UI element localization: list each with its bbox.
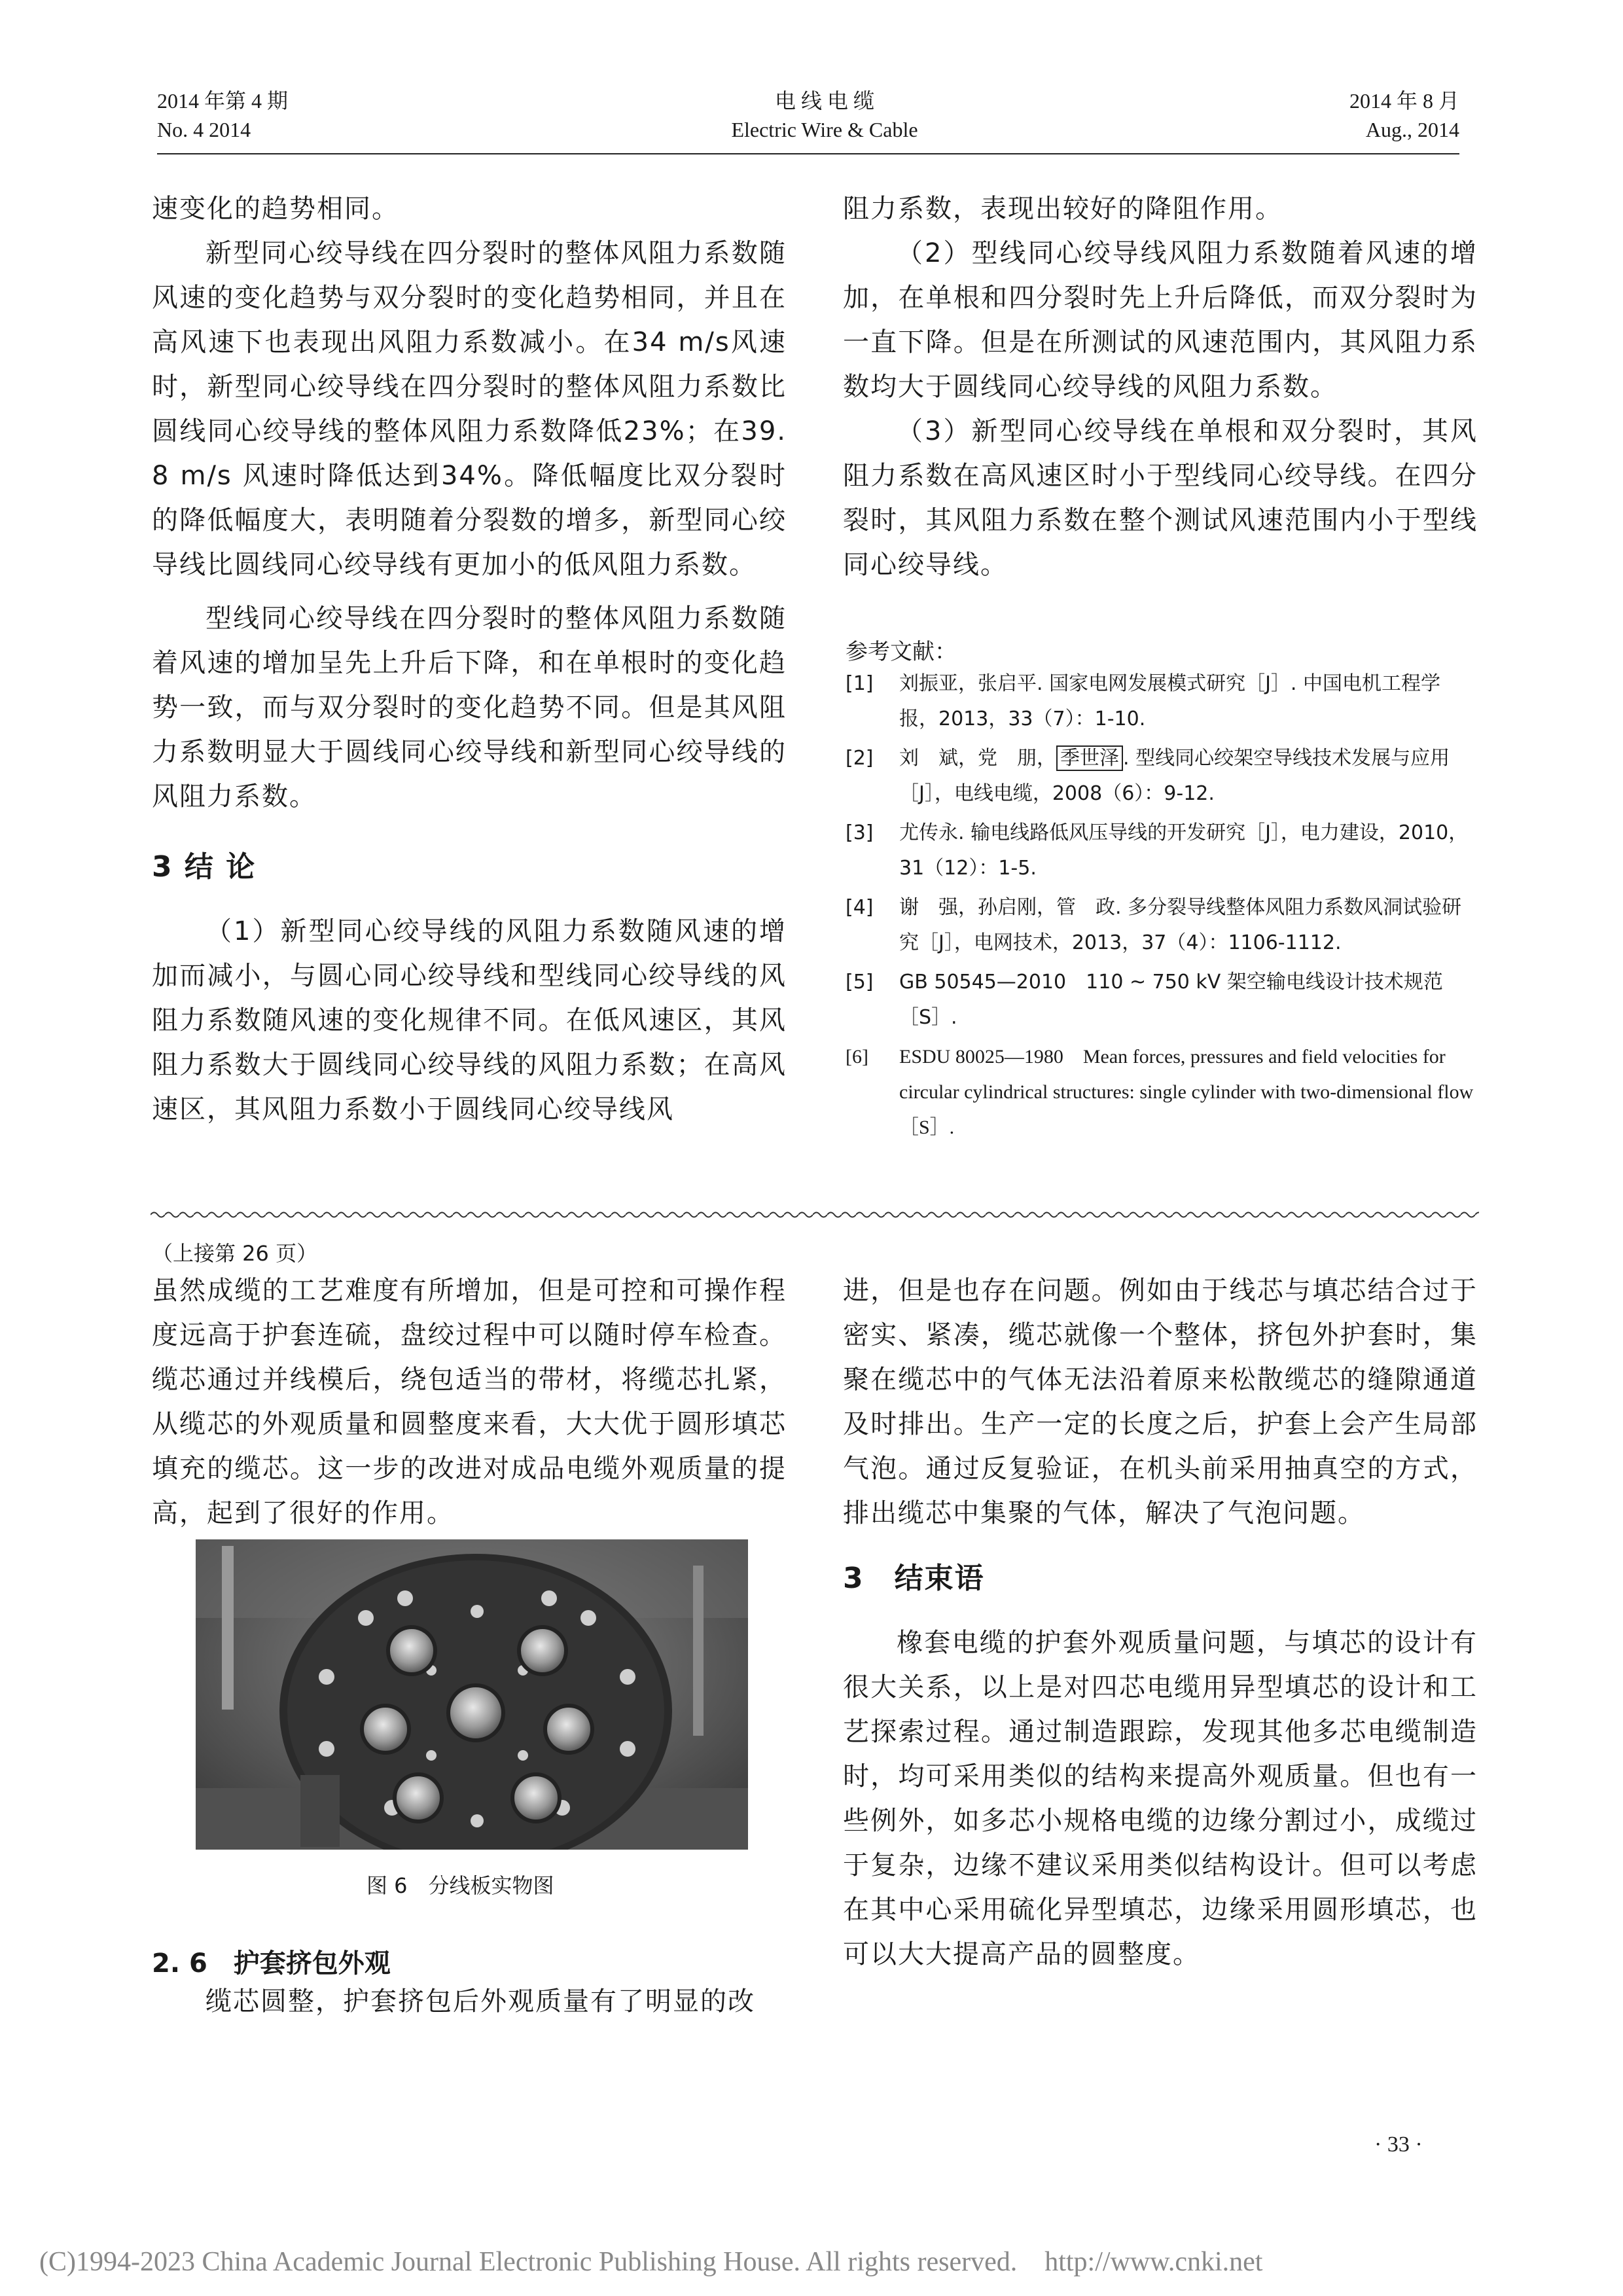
paragraph: （1）新型同心绞导线的风阻力系数随风速的增加而减小，与圆心同心绞导线和型线同心绞导线的风阻力系数随风速的变化规律不同。在低风速区，其风阻力系数大于圆线同心绞导线的风阻力系数；在高风速区，其风阻力系数小于圆线同心绞导线风 xyxy=(152,916,787,1124)
section-heading: 3 结 论 xyxy=(152,850,257,884)
reference-item: [5] GB 50545—2010 110 ~ 750 kV 架空输电线设计技术规范［S］. xyxy=(846,971,1443,1029)
lower-left-column-end xyxy=(152,1979,787,2024)
copyright-footer: (C)1994-2023 China Academic Journal Electronic Publishing House. All rights reserved. http://www.cnki.net xyxy=(39,2247,1263,2277)
paragraph: 缆芯圆整，护套挤包后外观质量有了明显的改 xyxy=(205,1986,755,2017)
continued-note: （上接第 26 页） xyxy=(152,1241,318,1266)
upper-left-column xyxy=(152,187,787,1132)
page-number: · 33 · xyxy=(1374,2132,1423,2157)
reference-item: [1] 刘振亚，张启平. 国家电网发展模式研究［J］. 中国电机工程学报，2013，33（7）：1-10. xyxy=(846,672,1440,730)
journal-date xyxy=(1283,86,1459,144)
figure-caption: 图 6 分线板实物图 xyxy=(366,1873,554,1898)
reference-item: [2] 刘 斌，党 朋， 季世泽 . 型线同心绞架空导线技术发展与应用［J］，电线电缆，2008（6）：9-12. xyxy=(846,747,1450,805)
paragraph: 阻力系数，表现出较好的降阻作用。 xyxy=(843,194,1283,224)
reference-item: [6] ESDU 80025—1980 Mean forces, pressures and field velocities for circular cylindrical structures: single cylinder with two-dimensional flow［S］. xyxy=(846,1046,1474,1138)
lower-left-column xyxy=(152,1268,787,1535)
issue-cn: 2014 年第 4 期 xyxy=(157,89,289,113)
references-title: 参考文献： xyxy=(846,639,957,665)
lower-right-column xyxy=(843,1268,1478,1977)
subsection-heading: 2. 6 护套挤包外观 xyxy=(152,1948,391,1979)
boxed-author: 季世泽 xyxy=(1056,745,1123,771)
splitter-plate-image xyxy=(196,1539,748,1850)
paragraph: 进，但是也存在问题。例如由于线芯与填芯结合过于密实、紧凑，缆芯就像一个整体，挤包外护套时，集聚在缆芯中的气体无法沿着原来松散缆芯的缝隙通道及时排出。生产一定的长度之后，护套上会产生局部气泡。通过反复验证，在机头前采用抽真空的方式，排出缆芯中集聚的气体，解决了气泡问题。 xyxy=(843,1276,1478,1528)
paragraph: （2）型线同心绞导线风阻力系数随着风速的增加，在单根和四分裂时先上升后降低，而双分裂时为一直下降。但是在所测试的风速范围内，其风阻力系数均大于圆线同心绞导线的风阻力系数。 xyxy=(843,238,1478,402)
paragraph: 虽然成缆的工艺难度有所增加，但是可控和可操作程度远高于护套连硫，盘绞过程中可以随时停车检查。缆芯通过并线模后，绕包适当的带材，将缆芯扎紧，从缆芯的外观质量和圆整度来看，大大优于圆形填芯填充的缆芯。这一步的改进对成品电缆外观质量的提高，起到了很好的作用。 xyxy=(152,1276,787,1528)
date-en: Aug., 2014 xyxy=(1365,118,1459,141)
paragraph: 速变化的趋势相同。 xyxy=(152,194,399,224)
header-rule xyxy=(157,153,1459,154)
reference-item: [4] 谢 强，孙启刚，管 政. 多分裂导线整体风阻力系数风洞试验研究［J］，电网技术，2013，37（4）：1106-1112. xyxy=(846,896,1462,954)
journal-title-cn: 电 线 电 缆 xyxy=(774,89,874,113)
paragraph: 新型同心绞导线在四分裂时的整体风阻力系数随风速的变化趋势与双分裂时的变化趋势相同，并且在高风速下也表现出风阻力系数减小。在34 m/s风速时，新型同心绞导线在四分裂时的整体风阻力系数比圆线同心绞导线的整体风阻力系数降低23%；在39. 8 m/s 风速时降低达到34%。降低幅度比双分裂时的降低幅度大，表明随着分裂数的增多，新型同心绞导线比圆线同心绞导线有更加小的低风阻力系数。 xyxy=(152,238,787,580)
references-list xyxy=(846,666,1478,1149)
date-cn: 2014 年 8 月 xyxy=(1349,89,1459,113)
issue-en: No. 4 2014 xyxy=(157,118,251,141)
paragraph: 橡套电缆的护套外观质量问题，与填芯的设计有很大关系，以上是对四芯电缆用异型填芯的设计和工艺探索过程。通过制造跟踪，发现其他多芯电缆制造时，均可采用类似的结构来提高外观质量。但也有一些例外，如多芯小规格电缆的边缘分割过小，成缆过于复杂，边缘不建议采用类似结构设计。但可以考虑在其中心采用硫化异型填芯，边缘采用圆形填芯，也可以大大提高产品的圆整度。 xyxy=(843,1628,1478,1969)
upper-right-column xyxy=(843,187,1478,587)
figure-6-photo xyxy=(196,1539,748,1850)
journal-title-en: Electric Wire & Cable xyxy=(731,118,918,141)
paragraph: （3）新型同心绞导线在单根和双分裂时，其风阻力系数在高风速区时小于型线同心绞导线。在四分裂时，其风阻力系数在整个测试风速范围内小于型线同心绞导线。 xyxy=(843,416,1478,580)
section-divider xyxy=(151,1210,1479,1219)
paragraph: 型线同心绞导线在四分裂时的整体风阻力系数随着风速的增加呈先上升后下降，和在单根时的变化趋势一致，而与双分裂时的变化趋势不同。但是其风阻力系数明显大于圆线同心绞导线和新型同心绞导线的风阻力系数。 xyxy=(152,603,787,812)
section-heading: 3 结束语 xyxy=(843,1562,985,1595)
journal-title xyxy=(681,86,969,144)
reference-item: [3] 尤传永. 输电线路低风压导线的开发研究［J］，电力建设，2010，31（12）：1-5. xyxy=(846,821,1469,880)
journal-issue xyxy=(157,86,288,144)
